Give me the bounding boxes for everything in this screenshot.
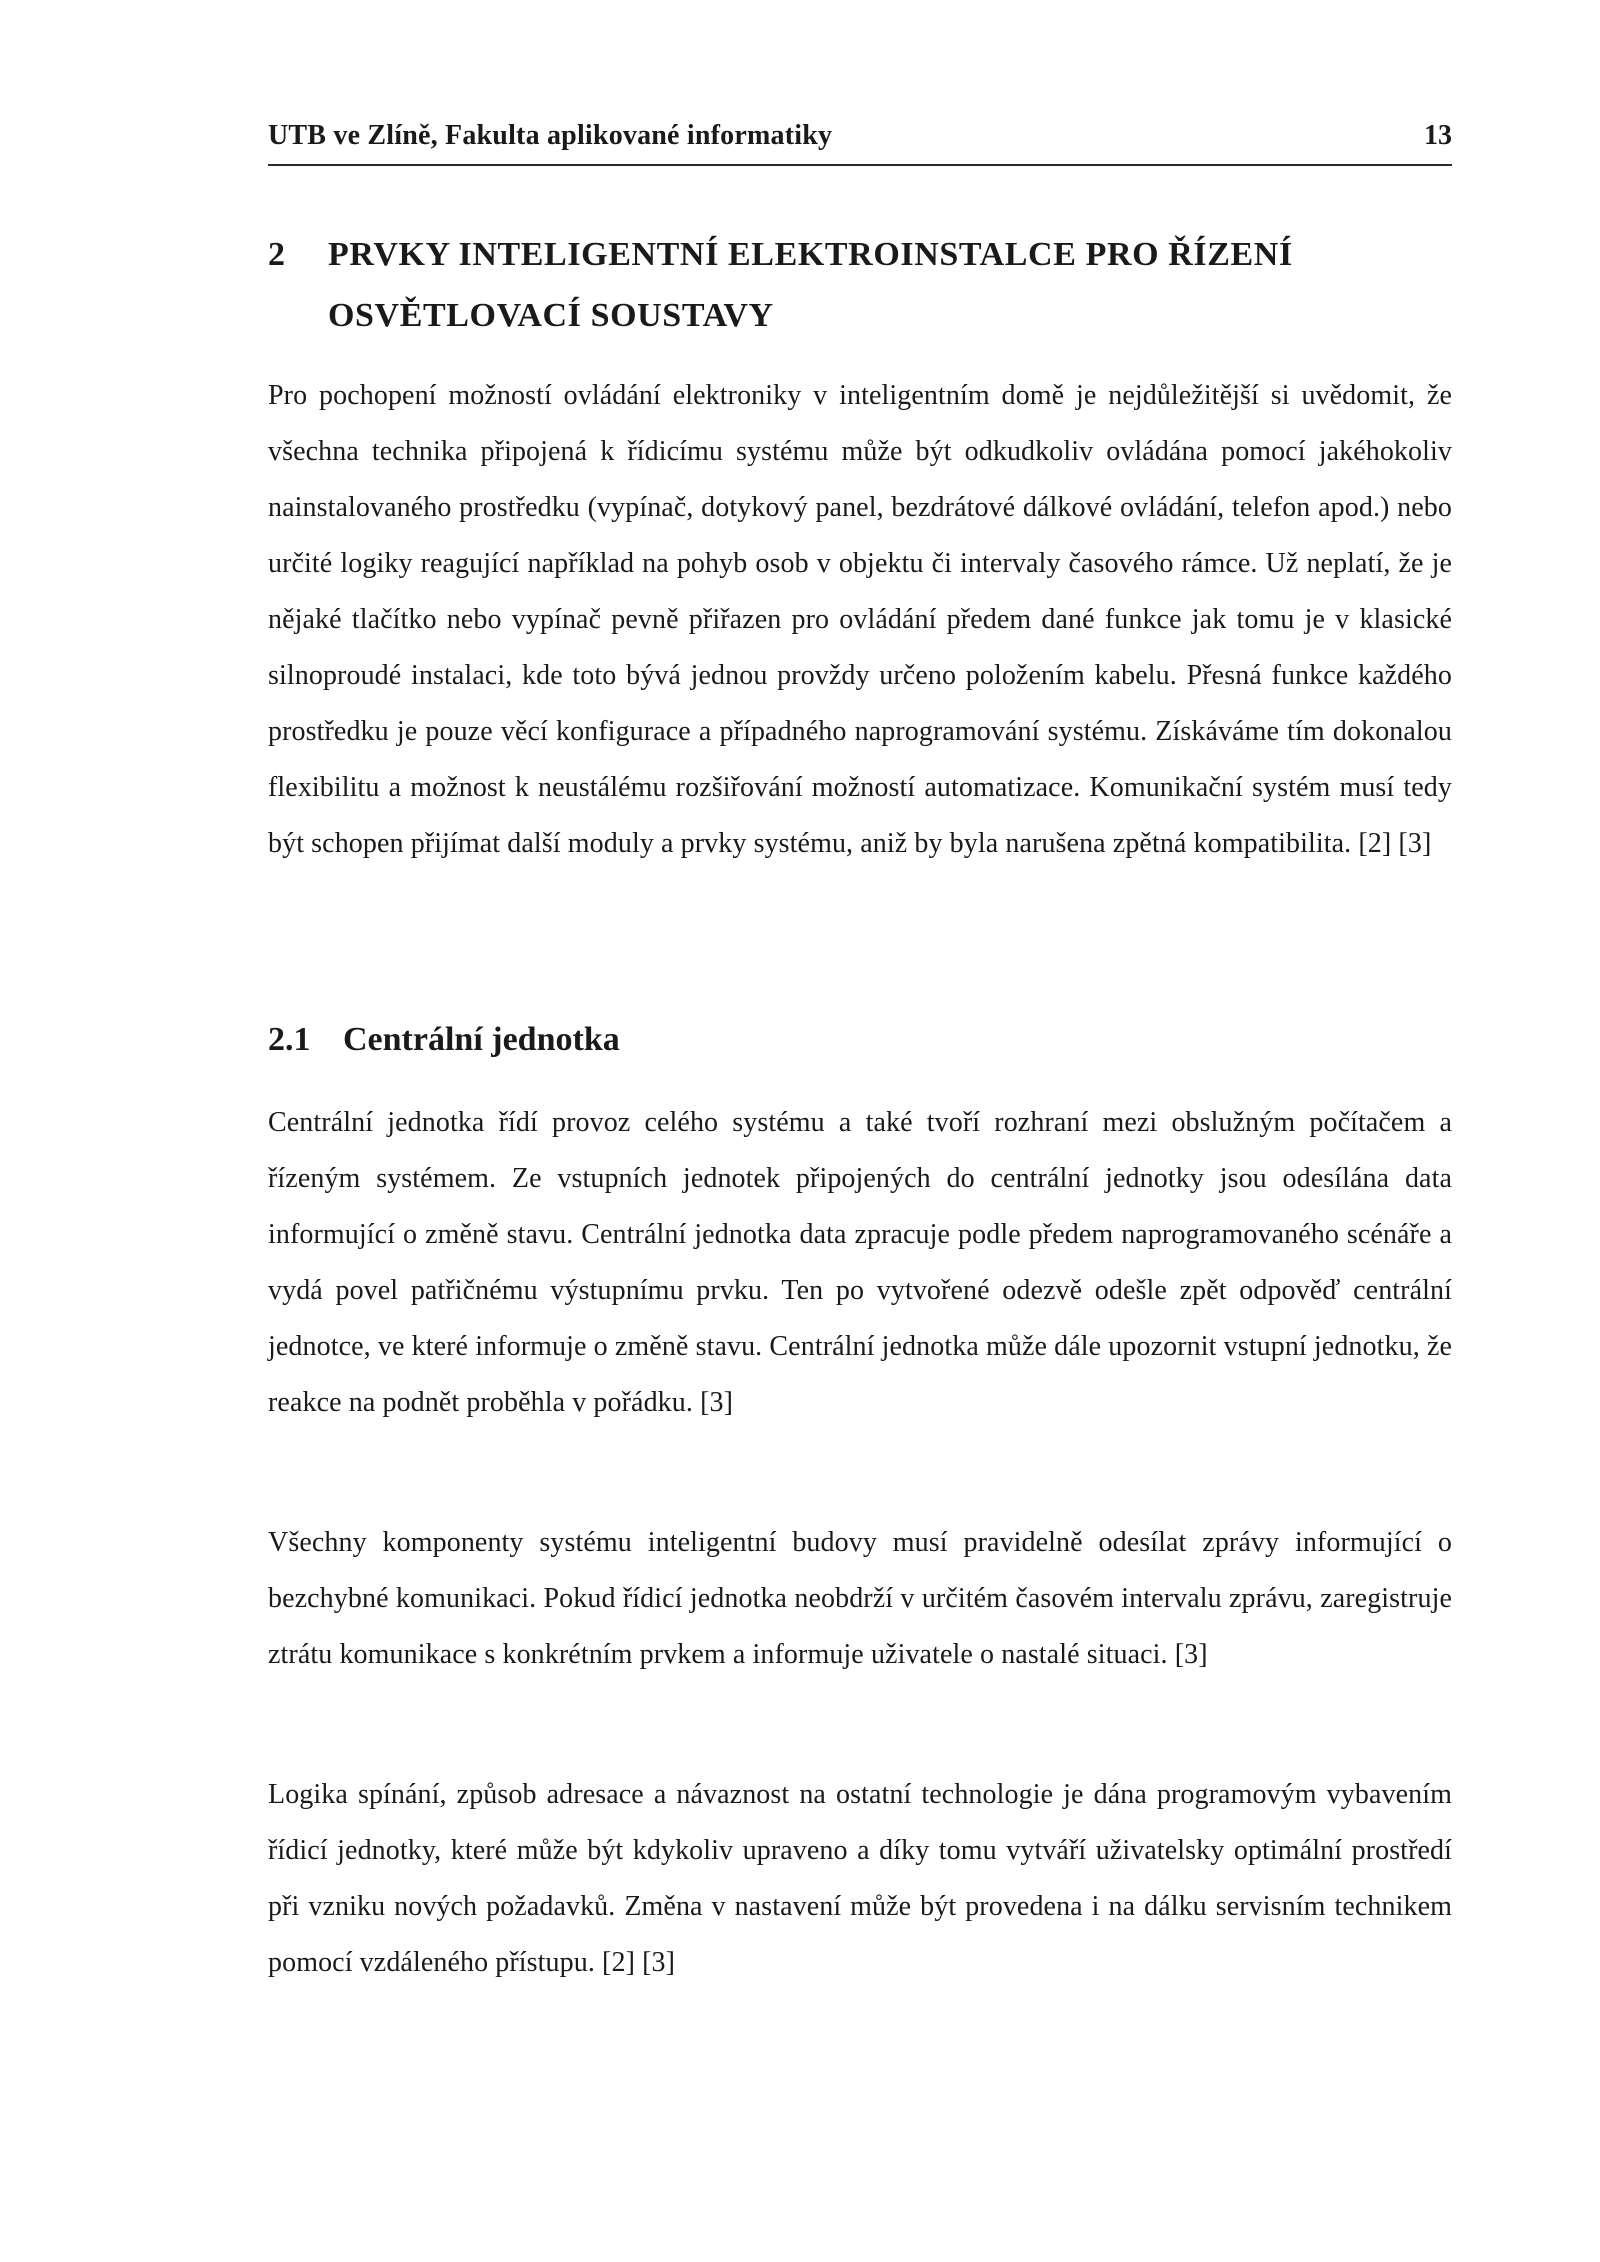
chapter-heading — [268, 224, 1452, 346]
section-title: Centrální jednotka — [343, 1021, 620, 1058]
running-header — [268, 120, 1452, 166]
paragraph-switching-logic: Logika spínání, způsob adresace a návaznost na ostatní technologie je dána programovým vybavením řídicí jednotky, které může být kdykoliv upraveno a díky tomu vytváří uživatelsky optimální prostředí při vzniku nových požadavků. Změna v nastavení může být provedena i na dálku servisním technikem pomocí vzdáleného přístupu. [2] [3] — [268, 1779, 1452, 1978]
chapter-title: PRVKY INTELIGENTNÍ ELEKTROINSTALCE PRO ŘÍZENÍ OSVĚTLOVACÍ SOUSTAVY — [328, 236, 1293, 334]
section-heading — [268, 1015, 1452, 1065]
header-title: UTB ve Zlíně, Fakulta aplikované informatiky — [268, 120, 833, 151]
section-number: 2.1 — [268, 1021, 311, 1058]
paragraph-intro: Pro pochopení možností ovládání elektroniky v inteligentním domě je nejdůležitější si uvědomit, že všechna technika připojená k řídicímu systému může být odkudkoliv ovládána pomocí jakéhokoliv nainstalovaného prostředku (vypínač, dotykový panel, bezdrátové dálkové ovládání, telefon apod.) nebo určité logiky reagující například na pohyb osob v objektu či intervaly časového rámce. Už neplatí, že je nějaké tlačítko nebo vypínač pevně přiřazen pro ovládání předem dané funkce jak tomu je v klasické silnoproudé instalaci, kde toto bývá jednou provždy určeno položením kabelu. Přesná funkce každého prostředku je pouze věcí konfigurace a případného naprogramování systému. Získáváme tím dokonalou flexibilitu a možnost k neustálému rozšiřování možností automatizace. Komunikační systém musí tedy být schopen přijímat další moduly a prvky systému, aniž by byla narušena zpětná kompatibilita. [2] [3] — [268, 380, 1452, 859]
chapter-number: 2 — [268, 236, 285, 273]
page-number: 13 — [1424, 120, 1452, 151]
paragraph-components: Všechny komponenty systému inteligentní budovy musí pravidelně odesílat zprávy informující o bezchybné komunikaci. Pokud řídicí jednotka neobdrží v určitém časovém intervalu zprávu, zaregistruje ztrátu komunikace s konkrétním prvkem a informuje uživatele o nastalé situaci. [3] — [268, 1527, 1452, 1670]
paragraph-central-unit: Centrální jednotka řídí provoz celého systému a také tvoří rozhraní mezi obslužným počítačem a řízeným systémem. Ze vstupních jednotek připojených do centrální jednotky jsou odesílána data informující o změně stavu. Centrální jednotka data zpracuje podle předem naprogramovaného scénáře a vydá povel patřičnému výstupnímu prvku. Ten po vytvořené odezvě odešle zpět odpověď centrální jednotce, ve které informuje o změně stavu. Centrální jednotka může dále upozornit vstupní jednotku, že reakce na podnět proběhla v pořádku. [3] — [268, 1107, 1452, 1418]
